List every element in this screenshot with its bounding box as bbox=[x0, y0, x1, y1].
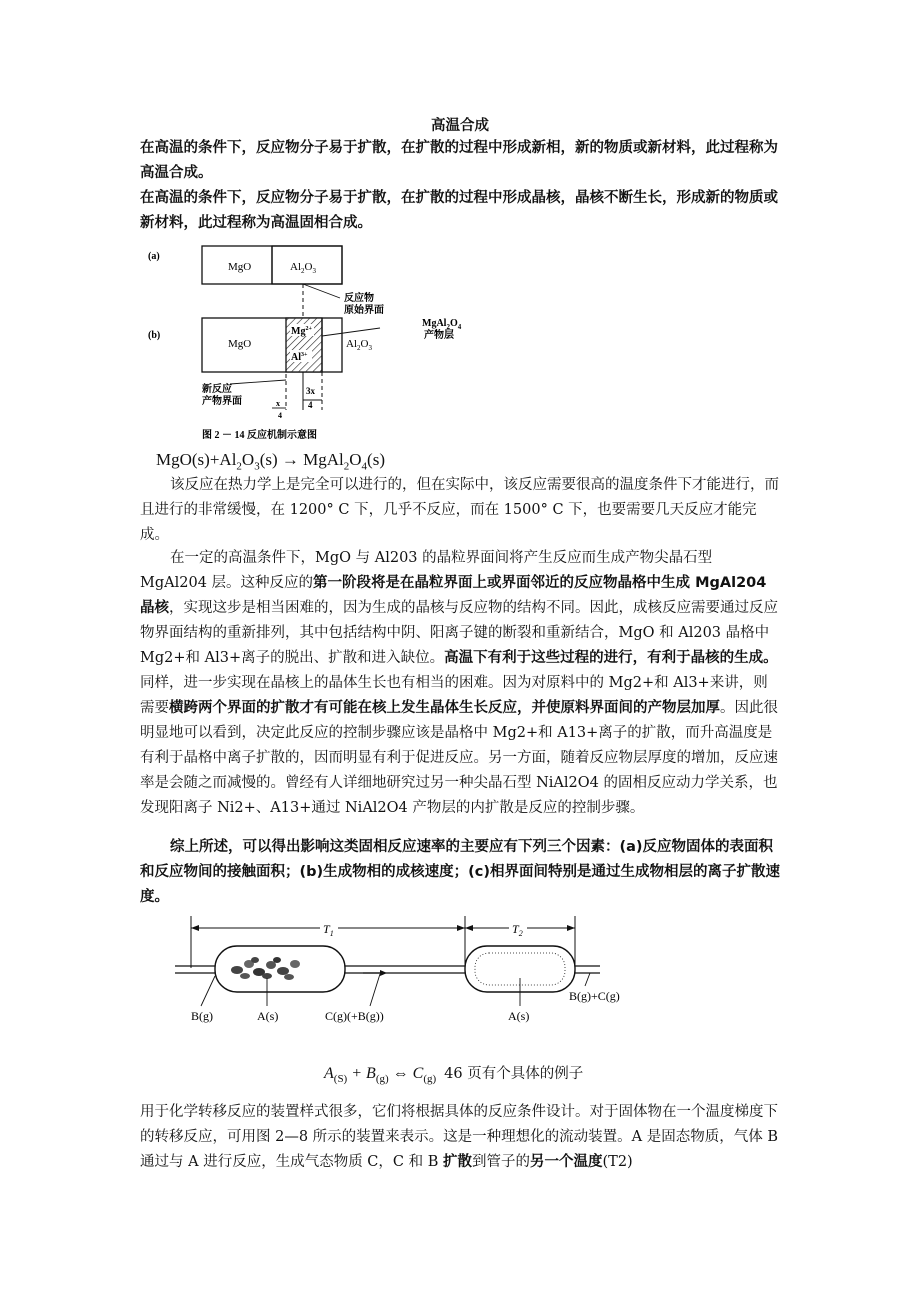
label-bg-inlet: B(g) bbox=[191, 1009, 213, 1023]
paragraph-summary: 综上所述，可以得出影响这类固相反应速率的主要应有下列三个因素：(a)反应物固体的表面积和反应物间的接触面积；(b)生成物相的成核速度；(c)相界面间特别是通过生成物相层的离子扩散速度。 bbox=[140, 839, 780, 905]
reaction-equation-1: $MgO(s)+Al_2O_3(s)$ → $MgAl_2O_4(s)$ bbox=[156, 450, 385, 473]
intro-paragraph-2: 在高温的条件下，反应物分子易于扩散，在扩散的过程中形成晶核，晶核不断生长，形成新的物质或新材料，此过程称为高温固相合成。 bbox=[140, 190, 778, 231]
page-title: 高温合成 bbox=[431, 118, 489, 134]
al2o3-label-b: $Al_2O_3$ bbox=[346, 338, 372, 352]
product-layer-label: $MgAl_2O_4$ bbox=[422, 318, 462, 331]
mgo-label-a: MgO bbox=[228, 261, 252, 273]
svg-text:4: 4 bbox=[308, 400, 313, 410]
mgo-label-b: MgO bbox=[228, 338, 252, 350]
svg-text:产物层: 产物层 bbox=[424, 330, 454, 341]
reaction-equation-2: $A_{(S)} + B_{(g)}$ ⇔ $C_{(g)}$ 46 页有个具体的例子 bbox=[324, 1065, 584, 1086]
svg-text:产物界面: 产物界面 bbox=[202, 396, 242, 407]
mg-ion-label: $Mg^{2+}$ bbox=[291, 326, 312, 337]
t1-label: $T_1$ bbox=[323, 922, 334, 938]
label-as-right: A(s) bbox=[508, 1009, 530, 1023]
paragraph-mechanism: 在一定的高温条件下，MgO 与 Al203 的晶粒界面间将产生反应而生成产物尖晶石型 MgAl204 层。这种反应的第一阶段将是在晶粒界面上或界面邻近的反应物晶格中生成 MgAl204 晶核，实现这步是相当困难的，因为生成的晶核与反应物的结构不同。因此，成核反应需要通过反应物界面结构的重新排列，其中包括结构中阴、阳离子键的断裂和重新结合，MgO 和 Al203 晶格中 Mg2+和 Al3+离子的脱出、扩散和进入缺位。高温下有利于这些过程的进行，有利于晶核的生成。同样，进一步实现在晶核上的晶体生长也有相当的困难。因为对原料中的 Mg2+和 Al3+来讲，则需要横跨两个界面的扩散才有可能在核上发生晶体生长反应，并使原料界面间的产物层加厚。因此很明显地可以看到，决定此反应的控制步骤应该是晶格中 Mg2+和 A13+离子的扩散，而升高温度是有利于晶格中离子扩散的，因而明显有利于促进反应。另一方面，随着反应物层厚度的增加，反应速率是会随之而减慢的。曾经有人详细地研究过另一种尖晶石型 NiAl2O4 的固相反应动力学关系，也发现阳离子 Ni2+、A13+通过 NiAl2O4 产物层的内扩散是反应的控制步骤。 bbox=[140, 550, 778, 816]
paragraph-thermodynamics: 该反应在热力学上是完全可以进行的，但在实际中，该反应需要很高的温度条件下才能进行，而且进行的非常缓慢，在 1200° C 下，几乎不反应，而在 1500° C 下，也要需要几天反应才能完成。 bbox=[140, 477, 779, 543]
figure1-caption: 图 2 － 14 反应机制示意图 bbox=[202, 430, 317, 441]
reactant-interface-label: 反应物 bbox=[344, 293, 374, 304]
figure-label-a: (a) bbox=[148, 251, 160, 262]
new-interface-label: 新反应 bbox=[202, 384, 232, 395]
dimension-3x: 3x bbox=[306, 386, 315, 396]
al2o3-label-a: $Al_2O_3$ bbox=[290, 261, 316, 275]
intro-paragraph-1: 在高温的条件下，反应物分子易于扩散，在扩散的过程中形成新相，新的物质或新材料，此过程称为高温合成。 bbox=[140, 140, 778, 181]
svg-text:原始界面: 原始界面 bbox=[344, 305, 384, 316]
label-cg-bg: C(g)(+B(g)) bbox=[325, 1009, 384, 1023]
label-as-left: A(s) bbox=[257, 1009, 279, 1023]
svg-text:4: 4 bbox=[278, 411, 282, 420]
dimension-x: x bbox=[276, 399, 280, 408]
t2-label: $T_2$ bbox=[512, 922, 523, 938]
figure-label-b: (b) bbox=[148, 330, 161, 341]
reaction-mechanism-figure bbox=[140, 240, 462, 444]
paragraph-transport: 用于化学转移反应的装置样式很多，它们将根据具体的反应条件设计。对于固体物在一个温度梯度下的转移反应，可用图 2—8 所示的装置来表示。这是一种理想化的流动装置。A 是固态物质，气体 B 通过与 A 进行反应，生成气态物质 C，C 和 B 扩散到管子的另一个温度(T2) bbox=[140, 1104, 779, 1170]
al-ion-label: $Al^{3+}$ bbox=[291, 352, 308, 363]
transport-apparatus-figure bbox=[175, 908, 645, 1056]
label-bg-cg-outlet: B(g)+C(g) bbox=[569, 989, 620, 1003]
